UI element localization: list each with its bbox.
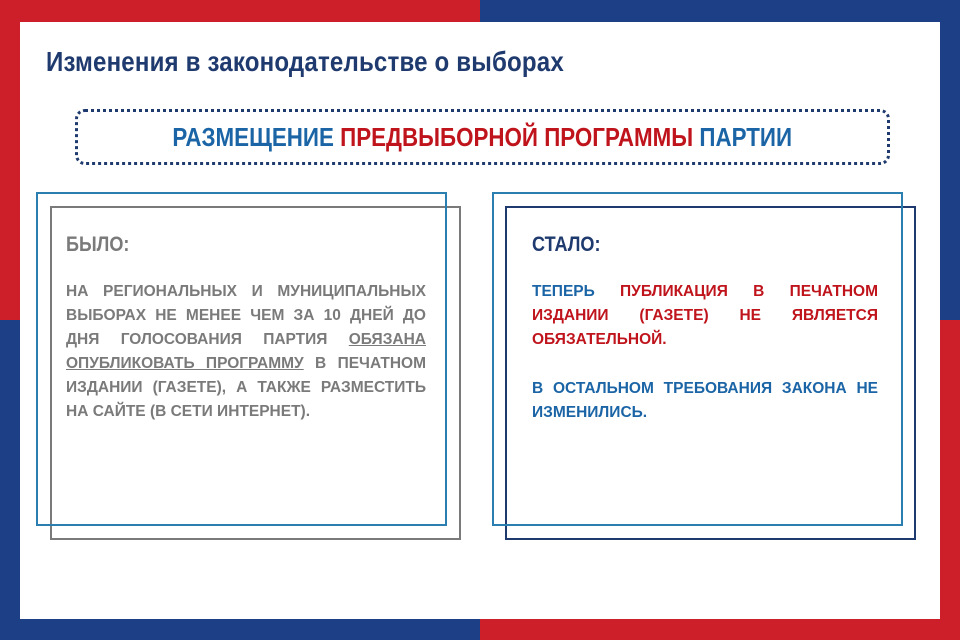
was-text-underlined: ОБЯЗАНА ОПУБЛИКОВАТЬ ПРОГРАММУ: [66, 331, 426, 372]
was-text: [66, 280, 426, 424]
banner-part-2: ПРЕДВЫБОРНОЙ ПРОГРАММЫ: [340, 121, 694, 152]
was-text-after: В ПЕЧАТНОМ ИЗДАНИИ (ГАЗЕТЕ), А ТАКЖЕ РАЗМЕСТИТЬ НА САЙТЕ (В СЕТИ ИНТЕРНЕТ).: [66, 355, 426, 420]
now-text-1-red: ПУБЛИКАЦИЯ В ПЕЧАТНОМ ИЗДАНИИ (ГАЗЕТЕ) НЕ ЯВЛЯЕТСЯ ОБЯЗАТЕЛЬНОЙ.: [532, 283, 878, 348]
now-heading: СТАЛО:: [532, 233, 601, 256]
banner-part-3: ПАРТИИ: [693, 121, 793, 152]
banner-part-1: РАЗМЕЩЕНИЕ: [172, 121, 341, 152]
was-text-before: НА РЕГИОНАЛЬНЫХ И МУНИЦИПАЛЬНЫХ ВЫБОРАХ НЕ МЕНЕЕ ЧЕМ ЗА 10 ДНЕЙ ДО ДНЯ ГОЛОСОВАНИЯ ПАРТИЯ: [66, 283, 426, 348]
now-text-1-blue: ТЕПЕРЬ: [532, 283, 621, 300]
now-text-1: [532, 280, 878, 352]
banner-text: [173, 122, 793, 153]
was-heading: БЫЛО:: [66, 233, 130, 256]
topic-banner: [75, 109, 890, 165]
now-text-2: В ОСТАЛЬНОМ ТРЕБОВАНИЯ ЗАКОНА НЕ ИЗМЕНИЛИСЬ.: [532, 380, 878, 421]
page-title: Изменения в законодательстве о выборах: [46, 46, 564, 77]
slide-card: [20, 22, 940, 619]
